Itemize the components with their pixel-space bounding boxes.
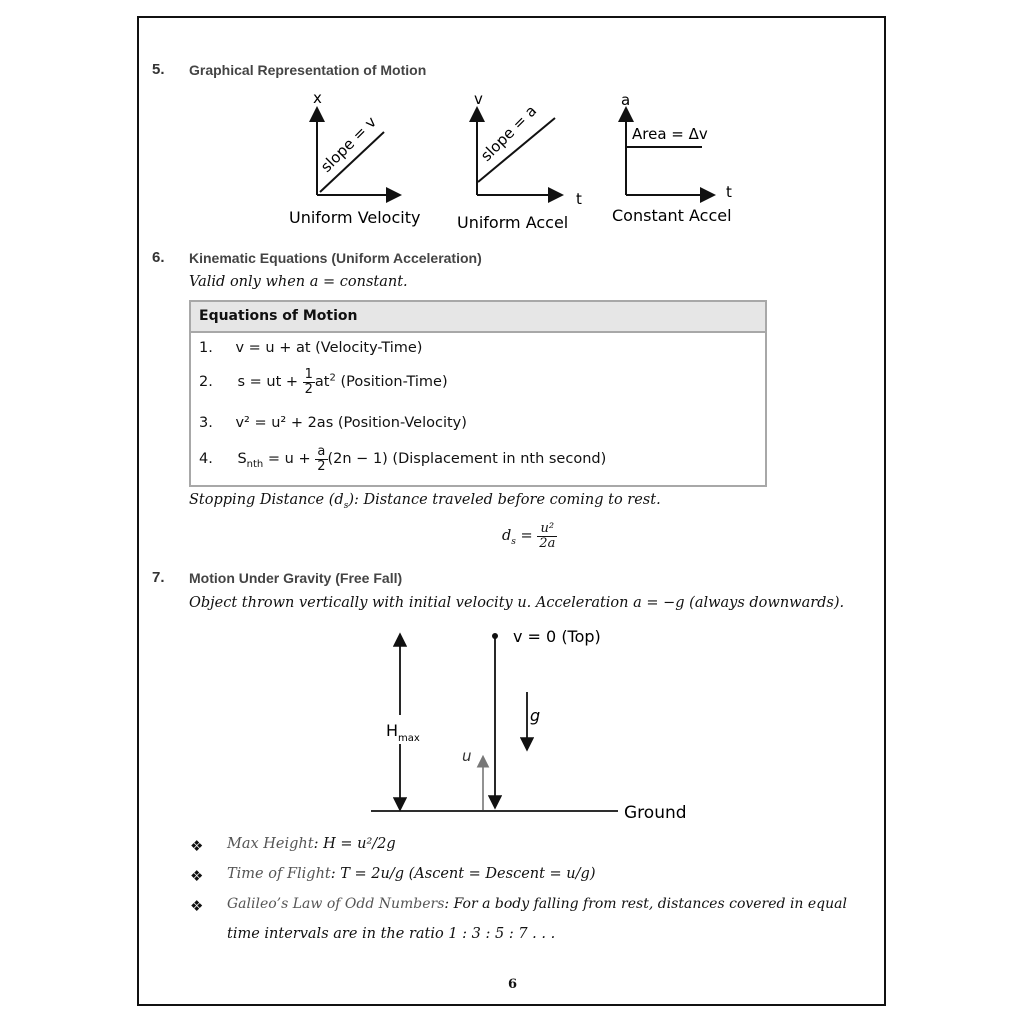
formula-lhs: d: [502, 528, 512, 545]
area-label: Area = Δv: [632, 125, 708, 143]
equation-index: 3.: [199, 415, 213, 431]
equation-row-1: [199, 340, 422, 356]
stopping-sub: s: [343, 500, 349, 511]
equation-note: (2n − 1) (Displacement in nth second): [327, 451, 607, 468]
bullet-text: : H = u²/2g: [313, 836, 396, 852]
formula-lhs-sub: s: [511, 537, 516, 548]
section-6-number: 6.: [152, 249, 165, 266]
graph-uniform-velocity: [289, 89, 420, 227]
graph-caption: Constant Accel: [612, 206, 732, 225]
section-6-condition: Valid only when a = constant.: [189, 274, 408, 290]
equation-index: 1.: [199, 340, 213, 356]
equations-table-header: [191, 302, 765, 333]
equation-lhs: S: [237, 451, 247, 468]
stopping-text-post: ): Distance traveled before coming to rest.: [348, 492, 661, 508]
equations-table: [189, 300, 767, 487]
fraction: [303, 368, 315, 396]
formula-denominator: 2a: [539, 535, 556, 551]
formula-equals: =: [515, 528, 538, 545]
fraction-denominator: 2: [304, 381, 313, 397]
bullet-galileo-continued: time intervals are in the ratio 1 : 3 : 5 : 7 . . .: [227, 926, 556, 942]
slope-label: slope = v: [317, 112, 380, 176]
top-label: v = 0 (Top): [513, 627, 601, 646]
equation-row-3: [199, 415, 467, 431]
y-axis-label: a: [621, 91, 631, 109]
hmax-sub: max: [398, 733, 420, 744]
stopping-text-pre: Stopping Distance (d: [189, 492, 344, 508]
fraction-denominator: 2: [317, 458, 326, 474]
equation-row-4: [199, 445, 606, 473]
fraction-numerator: 1: [304, 367, 313, 382]
bullet-term: Galileo’s Law of Odd Numbers: [227, 896, 445, 912]
bullet-icon: ❖: [190, 837, 204, 855]
section-7-title: Motion Under Gravity (Free Fall): [189, 570, 403, 586]
hmax-letter: H: [386, 721, 399, 740]
section-7-intro: Object thrown vertically with initial velocity u. Acceleration a = −g (always downwards).: [189, 595, 845, 611]
equation-index: 4.: [199, 451, 213, 468]
section-5-title: Graphical Representation of Motion: [189, 62, 427, 78]
slope-label: slope = a: [477, 101, 541, 165]
u-label: u: [462, 747, 472, 765]
y-axis-label: x: [313, 89, 322, 107]
free-fall-diagram: [360, 620, 720, 825]
equation-row-2: [199, 368, 448, 396]
bullet-text: : T = 2u/g (Ascent = Descent = u/g): [330, 866, 596, 882]
bullet-galileo: [227, 896, 847, 912]
motion-graphs: [280, 88, 760, 238]
stopping-distance-text: [189, 492, 661, 511]
graph-caption: Uniform Accel: [457, 213, 569, 232]
bullet-icon: ❖: [190, 897, 204, 915]
graph-uniform-accel: [457, 90, 582, 232]
bullet-term: Max Height: [227, 836, 314, 852]
exponent: 2: [329, 372, 336, 384]
equation-lhs: s = ut +: [237, 374, 303, 391]
y-axis-label: v: [474, 90, 483, 108]
hmax-label: [386, 721, 420, 744]
bullet-icon: ❖: [190, 867, 204, 885]
stopping-distance-formula: [502, 522, 557, 550]
equation-text: v = u + at (Velocity-Time): [235, 340, 423, 356]
section-5-number: 5.: [152, 61, 165, 78]
formula-numerator: u²: [537, 522, 557, 537]
g-label: g: [530, 706, 541, 725]
subscript: nth: [246, 459, 264, 471]
equation-note: (Position-Time): [335, 374, 448, 391]
equation-text: v² = u² + 2as (Position-Velocity): [235, 415, 467, 431]
equation-mid: = u +: [263, 451, 316, 468]
x-axis-label: t: [726, 183, 732, 201]
bullet-term: Time of Flight: [227, 866, 331, 882]
equation-index: 2.: [199, 374, 213, 391]
graph-caption: Uniform Velocity: [289, 208, 421, 227]
graph-constant-accel: [612, 91, 732, 225]
section-7-number: 7.: [152, 569, 165, 586]
section-6-title: Kinematic Equations (Uniform Acceleration): [189, 250, 482, 266]
bullet-text: : For a body falling from rest, distances covered in equal: [444, 896, 847, 912]
ground-label: Ground: [624, 803, 687, 823]
equation-rhs: at: [314, 374, 330, 391]
fraction-numerator: a: [315, 445, 327, 460]
equations-table-title: Equations of Motion: [199, 308, 358, 324]
bullet-max-height: [227, 836, 396, 852]
page-number: 6: [508, 977, 518, 992]
fraction: [315, 445, 327, 473]
x-axis-label: t: [576, 190, 582, 208]
bullet-time-of-flight: [227, 866, 595, 882]
formula-fraction: [537, 522, 557, 550]
